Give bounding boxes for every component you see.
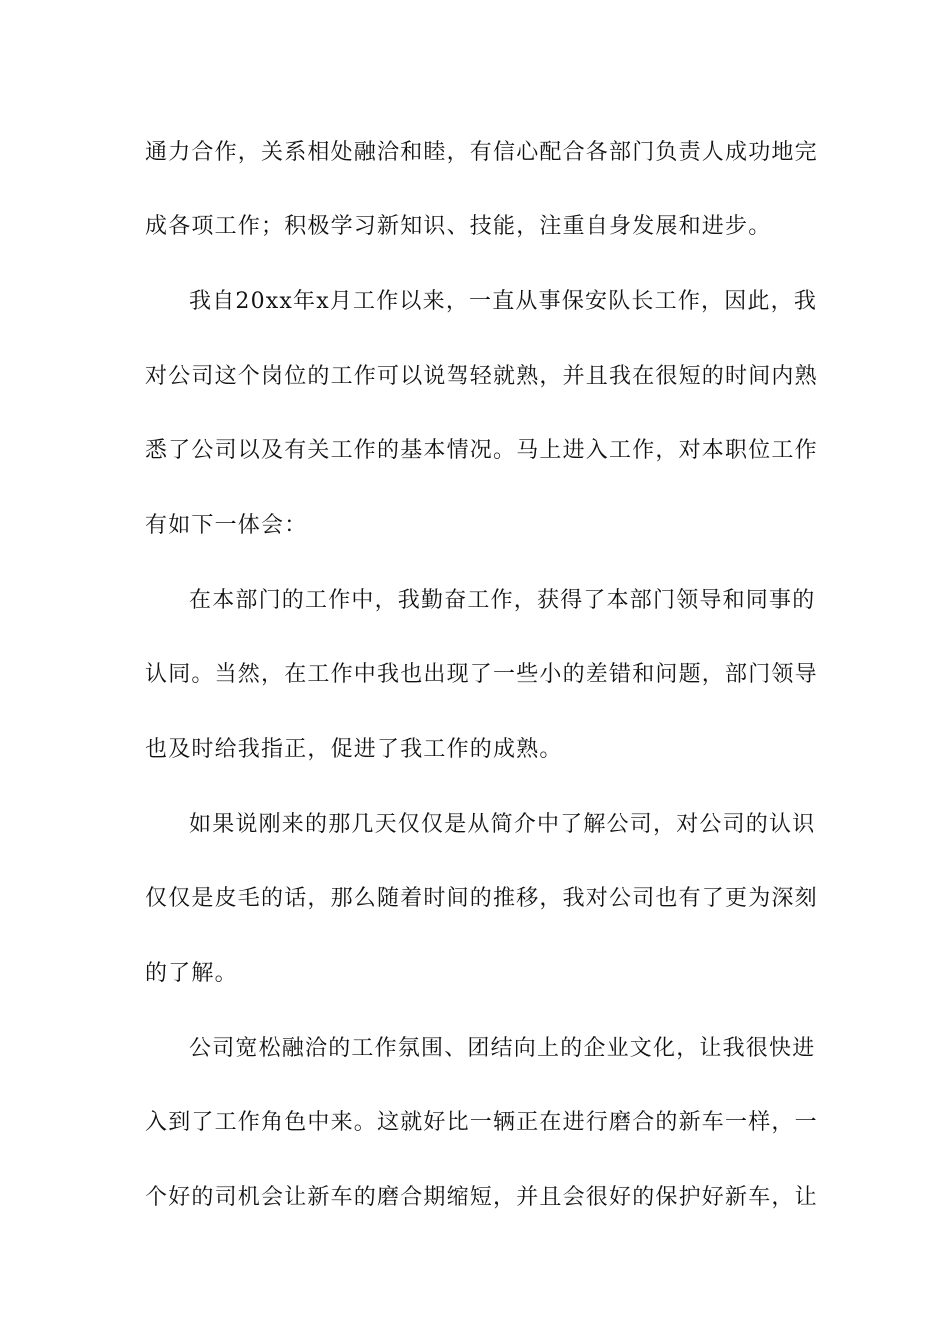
text-line: 有如下一体会： [145, 513, 308, 538]
text-line: 也及时给我指正，促进了我工作的成熟。 [145, 737, 563, 762]
text-line: 通力合作，关系相处融洽和睦，有信心配合各部门负责人成功地完 [145, 140, 818, 165]
text-line: 个好的司机会让新车的磨合期缩短，并且会很好的保护好新车，让 [145, 1185, 818, 1210]
text-line: 的了解。 [145, 961, 238, 986]
text-line: 认同。当然，在工作中我也出现了一些小的差错和问题，部门领导 [145, 662, 818, 687]
paragraph-start-line: 我自20xx年x月工作以来，一直从事保安队长工作，因此，我 [189, 289, 818, 314]
paragraph-start-line: 公司宽松融洽的工作氛围、团结向上的企业文化，让我很快进 [189, 1036, 816, 1061]
text-line: 仅仅是皮毛的话，那么随着时间的推移，我对公司也有了更为深刻 [145, 886, 818, 911]
paragraph-start-line: 如果说刚来的那几天仅仅是从简介中了解公司，对公司的认识 [189, 812, 816, 837]
text-line: 入到了工作角色中来。这就好比一辆正在进行磨合的新车一样，一 [145, 1110, 818, 1135]
paragraph-start-line: 在本部门的工作中，我勤奋工作，获得了本部门领导和同事的 [189, 588, 816, 613]
text-line: 对公司这个岗位的工作可以说驾轻就熟，并且我在很短的时间内熟 [145, 364, 818, 389]
text-line: 成各项工作；积极学习新知识、技能，注重自身发展和进步。 [145, 214, 772, 239]
text-line: 悉了公司以及有关工作的基本情况。马上进入工作，对本职位工作 [145, 438, 818, 463]
